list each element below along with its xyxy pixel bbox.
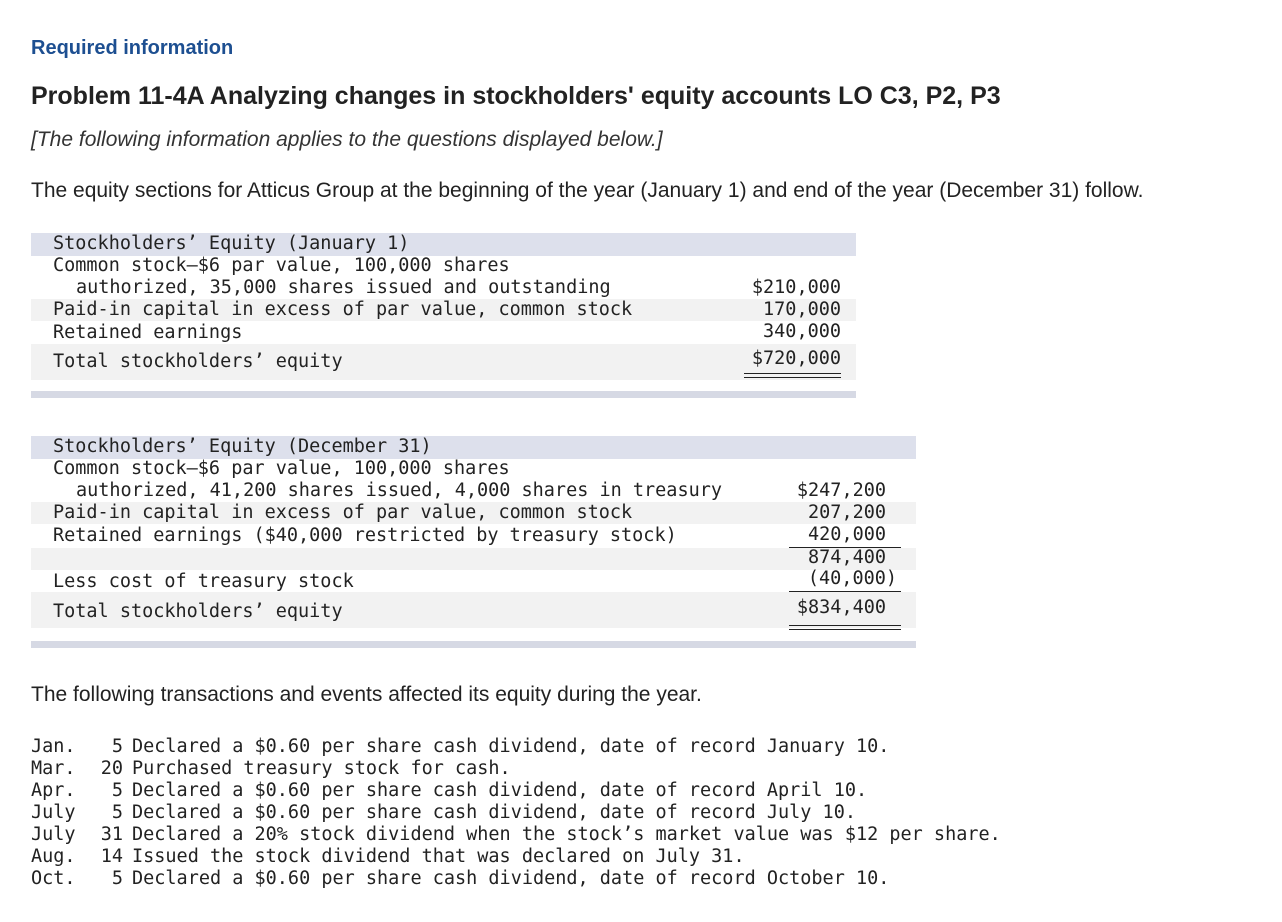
- treasury-stock-label: Less cost of treasury stock: [53, 571, 354, 592]
- row-band: [31, 548, 916, 570]
- transaction-day: 31: [100, 824, 123, 845]
- table-bottom-rule: [31, 391, 856, 398]
- common-stock-line2: authorized, 35,000 shares issued and outstanding: [76, 277, 611, 298]
- problem-title: Problem 11-4A Analyzing changes in stockholders' equity accounts LO C3, P2, P3: [31, 82, 1001, 110]
- total-double-rule: [744, 373, 841, 378]
- transaction-month: Mar.: [31, 758, 76, 779]
- treasury-stock-amount: (40,000): [807, 568, 897, 589]
- transaction-text: Issued the stock dividend that was declared on July 31.: [132, 846, 745, 867]
- list-item: [31, 868, 1001, 890]
- list-item: [31, 736, 1001, 758]
- common-stock-amount: $247,200: [796, 480, 886, 501]
- paid-in-capital-amount: 170,000: [763, 299, 841, 320]
- list-item: [31, 780, 1001, 802]
- intro-text: The equity sections for Atticus Group at the beginning of the year (January 1) and end of the year (December 31) follow.: [31, 179, 1144, 202]
- info-note: [The following information applies to the questions displayed below.]: [31, 128, 663, 151]
- transaction-list: [31, 736, 1001, 890]
- transaction-day: 20: [100, 758, 123, 779]
- table-heading: Stockholders’ Equity (December 31): [53, 436, 432, 457]
- transaction-day: 5: [111, 780, 123, 801]
- list-item: [31, 802, 1001, 824]
- total-equity-label: Total stockholders’ equity: [53, 601, 343, 622]
- transaction-month: Jan.: [31, 736, 76, 757]
- paid-in-capital-amount: 207,200: [808, 502, 886, 523]
- table-heading: Stockholders’ Equity (January 1): [53, 233, 410, 254]
- common-stock-amount: $210,000: [751, 277, 841, 298]
- transaction-day: 5: [111, 736, 123, 757]
- transactions-intro: The following transactions and events affected its equity during the year.: [31, 683, 702, 706]
- retained-earnings-amount: 340,000: [763, 321, 841, 342]
- list-item: [31, 824, 1001, 846]
- list-item: [31, 846, 1001, 868]
- transaction-day: 5: [111, 868, 123, 889]
- required-information-heading: Required information: [31, 37, 234, 59]
- transaction-month: Aug.: [31, 846, 76, 867]
- total-equity-amount: $720,000: [751, 348, 841, 369]
- equity-table-january: [31, 233, 856, 399]
- retained-earnings-label: Retained earnings: [53, 322, 243, 343]
- common-stock-line1: Common stock—$6 par value, 100,000 shares: [53, 458, 510, 479]
- subtotal-amount: 874,400: [808, 547, 886, 568]
- paid-in-capital-label: Paid-in capital in excess of par value, common stock: [53, 299, 633, 320]
- transaction-text: Declared a $0.60 per share cash dividend, date of record April 10.: [132, 780, 868, 801]
- total-equity-amount: $834,400: [796, 597, 886, 618]
- common-stock-line1: Common stock—$6 par value, 100,000 shares: [53, 255, 510, 276]
- total-double-rule: [789, 625, 901, 630]
- equity-table-december: [31, 436, 916, 648]
- total-equity-label: Total stockholders’ equity: [53, 351, 343, 372]
- transaction-text: Declared a 20% stock dividend when the stock’s market value was $12 per share.: [132, 824, 1001, 845]
- retained-earnings-amount: 420,000: [808, 524, 886, 545]
- transaction-month: Apr.: [31, 780, 76, 801]
- table-bottom-rule: [31, 641, 916, 648]
- transaction-day: 5: [111, 802, 123, 823]
- list-item: [31, 758, 1001, 780]
- transaction-text: Declared a $0.60 per share cash dividend, date of record October 10.: [132, 868, 890, 889]
- retained-earnings-label: Retained earnings ($40,000 restricted by treasury stock): [53, 525, 677, 546]
- transaction-month: July: [31, 802, 76, 823]
- transaction-text: Declared a $0.60 per share cash dividend, date of record January 10.: [132, 736, 890, 757]
- transaction-text: Purchased treasury stock for cash.: [132, 758, 511, 779]
- transaction-month: Oct.: [31, 868, 76, 889]
- transaction-text: Declared a $0.60 per share cash dividend, date of record July 10.: [132, 802, 856, 823]
- transaction-month: July: [31, 824, 76, 845]
- transaction-day: 14: [100, 846, 123, 867]
- paid-in-capital-label: Paid-in capital in excess of par value, common stock: [53, 502, 633, 523]
- common-stock-line2: authorized, 41,200 shares issued, 4,000 shares in treasury: [76, 480, 723, 501]
